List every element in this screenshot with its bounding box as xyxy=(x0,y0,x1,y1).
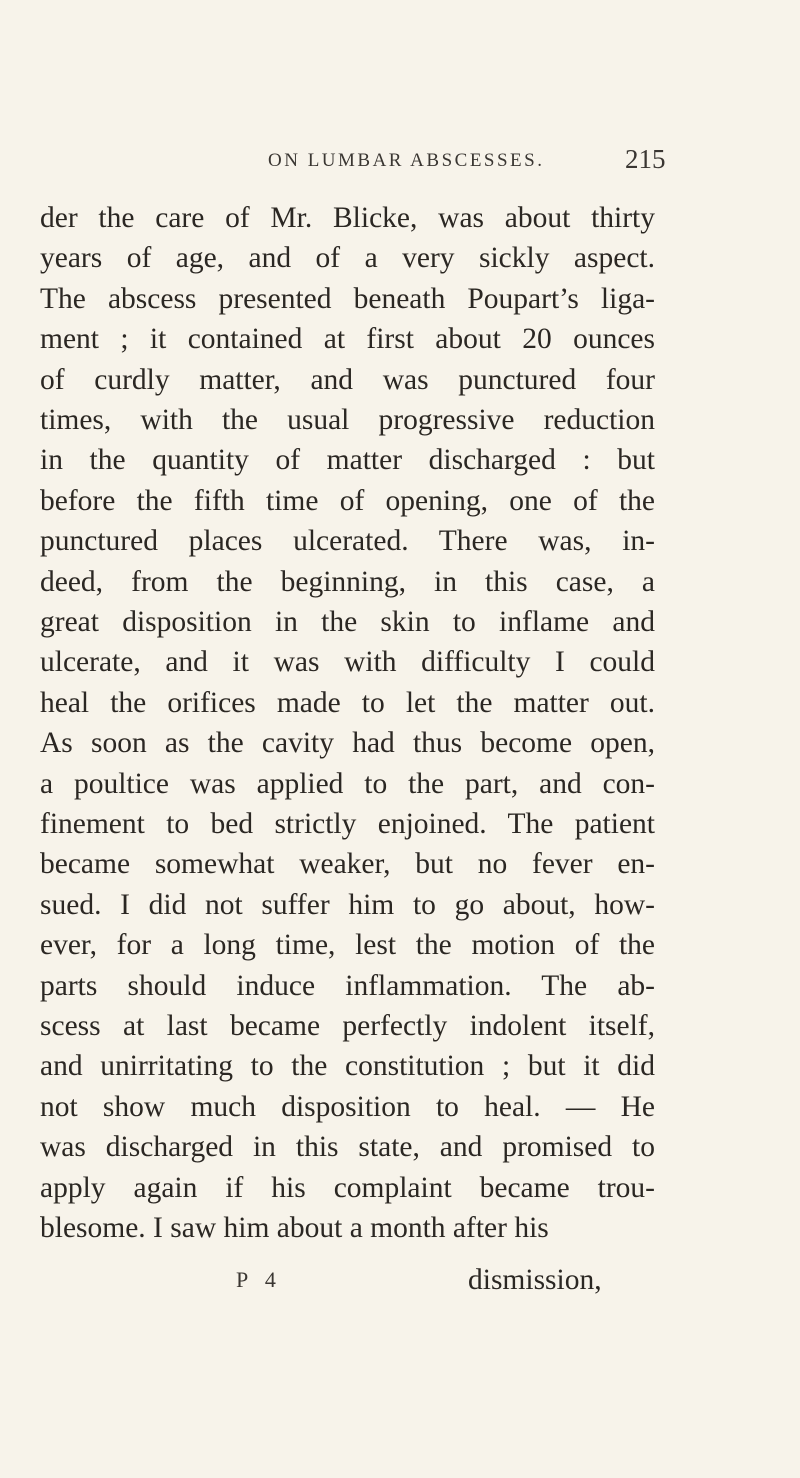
text-line: before the fifth time of opening, one of the xyxy=(40,484,655,517)
text-line: of curdly matter, and was punctured four xyxy=(40,363,655,396)
text-line: finement to bed strictly enjoined. The patient xyxy=(40,808,655,840)
text-line: in the quantity of matter discharged : but xyxy=(40,444,655,477)
page-footer xyxy=(0,1260,800,1300)
text-line: not show much disposition to heal. — He xyxy=(40,1090,655,1123)
text-line: was discharged in this state, and promised to xyxy=(40,1131,655,1164)
signature-mark: P 4 xyxy=(236,1267,282,1292)
text-line: deed, from the beginning, in this case, a xyxy=(40,565,655,598)
running-title: ON LUMBAR ABSCESSES. xyxy=(268,150,545,171)
text-line: and unirritating to the constitution ; but it did xyxy=(40,1050,655,1083)
text-line: times, with the usual progressive reduction xyxy=(40,404,655,436)
text-line: became somewhat weaker, but no fever en- xyxy=(40,848,655,881)
text-line: As soon as the cavity had thus become open, xyxy=(40,727,655,760)
text-line: heal the orifices made to let the matter out. xyxy=(40,686,655,719)
page-number: 215 xyxy=(625,144,666,174)
running-head xyxy=(0,144,800,184)
text-line: a poultice was applied to the part, and con- xyxy=(40,767,655,800)
text-line: punctured places ulcerated. There was, in- xyxy=(40,525,655,558)
text-line: years of age, and of a very sickly aspect. xyxy=(40,242,655,275)
text-line: ever, for a long time, lest the motion of the xyxy=(40,929,655,962)
text-line: parts should induce inflammation. The ab- xyxy=(40,969,655,1002)
text-line: apply again if his complaint became trou- xyxy=(40,1171,655,1204)
text-line: ulcerate, and it was with difficulty I could xyxy=(40,646,655,679)
text-line: great disposition in the skin to inflame and xyxy=(40,606,655,638)
text-line: sued. I did not suffer him to go about, how- xyxy=(40,888,655,921)
text-line: scess at last became perfectly indolent itself, xyxy=(40,1010,655,1042)
text-line: ment ; it contained at first about 20 ounces xyxy=(40,323,655,356)
text-line: The abscess presented beneath Poupart’s liga- xyxy=(40,282,655,315)
text-line: blesome. I saw him about a month after his xyxy=(40,1212,549,1244)
text-line: der the care of Mr. Blicke, was about thirty xyxy=(40,202,655,234)
catchword: dismission, xyxy=(468,1264,602,1296)
